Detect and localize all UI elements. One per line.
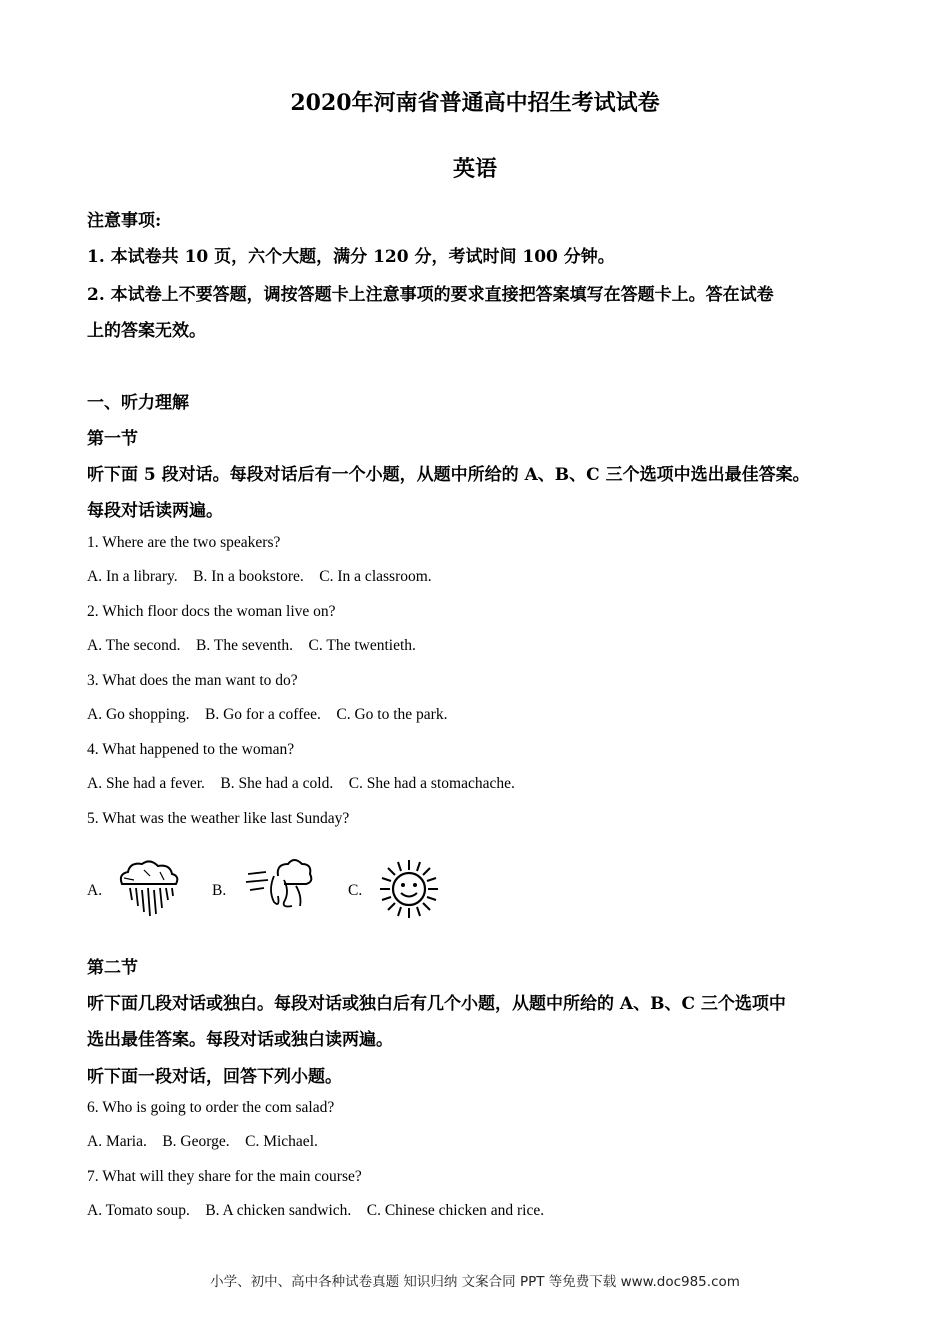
- question-4: 4. What happened to the woman?: [87, 741, 295, 758]
- sun-icon: [378, 858, 440, 920]
- question-7-options: A. Tomato soup. B. A chicken sandwich. C. Chinese chicken and rice.: [87, 1202, 545, 1219]
- notice-heading: 注意事项:: [87, 211, 162, 231]
- windy-cloud-icon: [244, 856, 314, 912]
- question-2: 2. Which floor docs the woman live on?: [87, 603, 336, 620]
- question-6-options: A. Maria. B. George. C. Michael.: [87, 1133, 318, 1150]
- notice-item-2: 2. 本试卷上不要答题，调按答题卡上注意事项的要求直接把答案填写在答题卡上。答在试卷: [87, 285, 774, 305]
- rain-cloud-icon: [114, 856, 182, 924]
- question-6: 6. Who is going to order the com salad?: [87, 1099, 335, 1116]
- notice-item-1: 1. 本试卷共 10 页，六个大题，满分 120 分，考试时间 100 分钟。: [87, 247, 615, 267]
- part2-sub-instructions: 听下面一段对话，回答下列小题。: [87, 1067, 342, 1087]
- exam-title: 2020年河南省普通高中招生考试试卷: [290, 90, 660, 116]
- question-3: 3. What does the man want to do?: [87, 672, 298, 689]
- question-2-options: A. The second. B. The seventh. C. The twentieth.: [87, 637, 416, 654]
- footer-text: 小学、初中、高中各种试卷真题 知识归纳 文案合同 PPT 等免费下载 www.doc985.com: [210, 1274, 740, 1290]
- subject-title: 英语: [452, 156, 497, 182]
- part1-instructions: 听下面 5 段对话。每段对话后有一个小题，从题中所给的 A、B、C 三个选项中选出最佳答案。: [87, 465, 810, 485]
- question-5: 5. What was the weather like last Sunday?: [87, 810, 350, 827]
- question-1-options: A. In a library. B. In a bookstore. C. In a classroom.: [87, 568, 432, 585]
- part1-title: 第一节: [87, 429, 138, 449]
- q5-option-c-label: C.: [348, 882, 363, 899]
- part2-instructions-cont: 选出最佳答案。每段对话或独白读两遍。: [87, 1030, 393, 1050]
- notice-item-2-cont: 上的答案无效。: [87, 321, 206, 341]
- q5-option-a-label: A.: [87, 882, 103, 899]
- question-7: 7. What will they share for the main course?: [87, 1168, 362, 1185]
- part2-instructions: 听下面几段对话或独白。每段对话或独白后有几个小题，从题中所给的 A、B、C 三个选项中: [87, 994, 786, 1014]
- section-title: 一、听力理解: [87, 393, 189, 413]
- part1-instructions-cont: 每段对话读两遍。: [87, 501, 223, 521]
- question-1: 1. Where are the two speakers?: [87, 534, 281, 551]
- q5-option-b-label: B.: [212, 882, 227, 899]
- question-3-options: A. Go shopping. B. Go for a coffee. C. Go to the park.: [87, 706, 448, 723]
- part2-title: 第二节: [87, 958, 138, 978]
- question-4-options: A. She had a fever. B. She had a cold. C. She had a stomachache.: [87, 775, 515, 792]
